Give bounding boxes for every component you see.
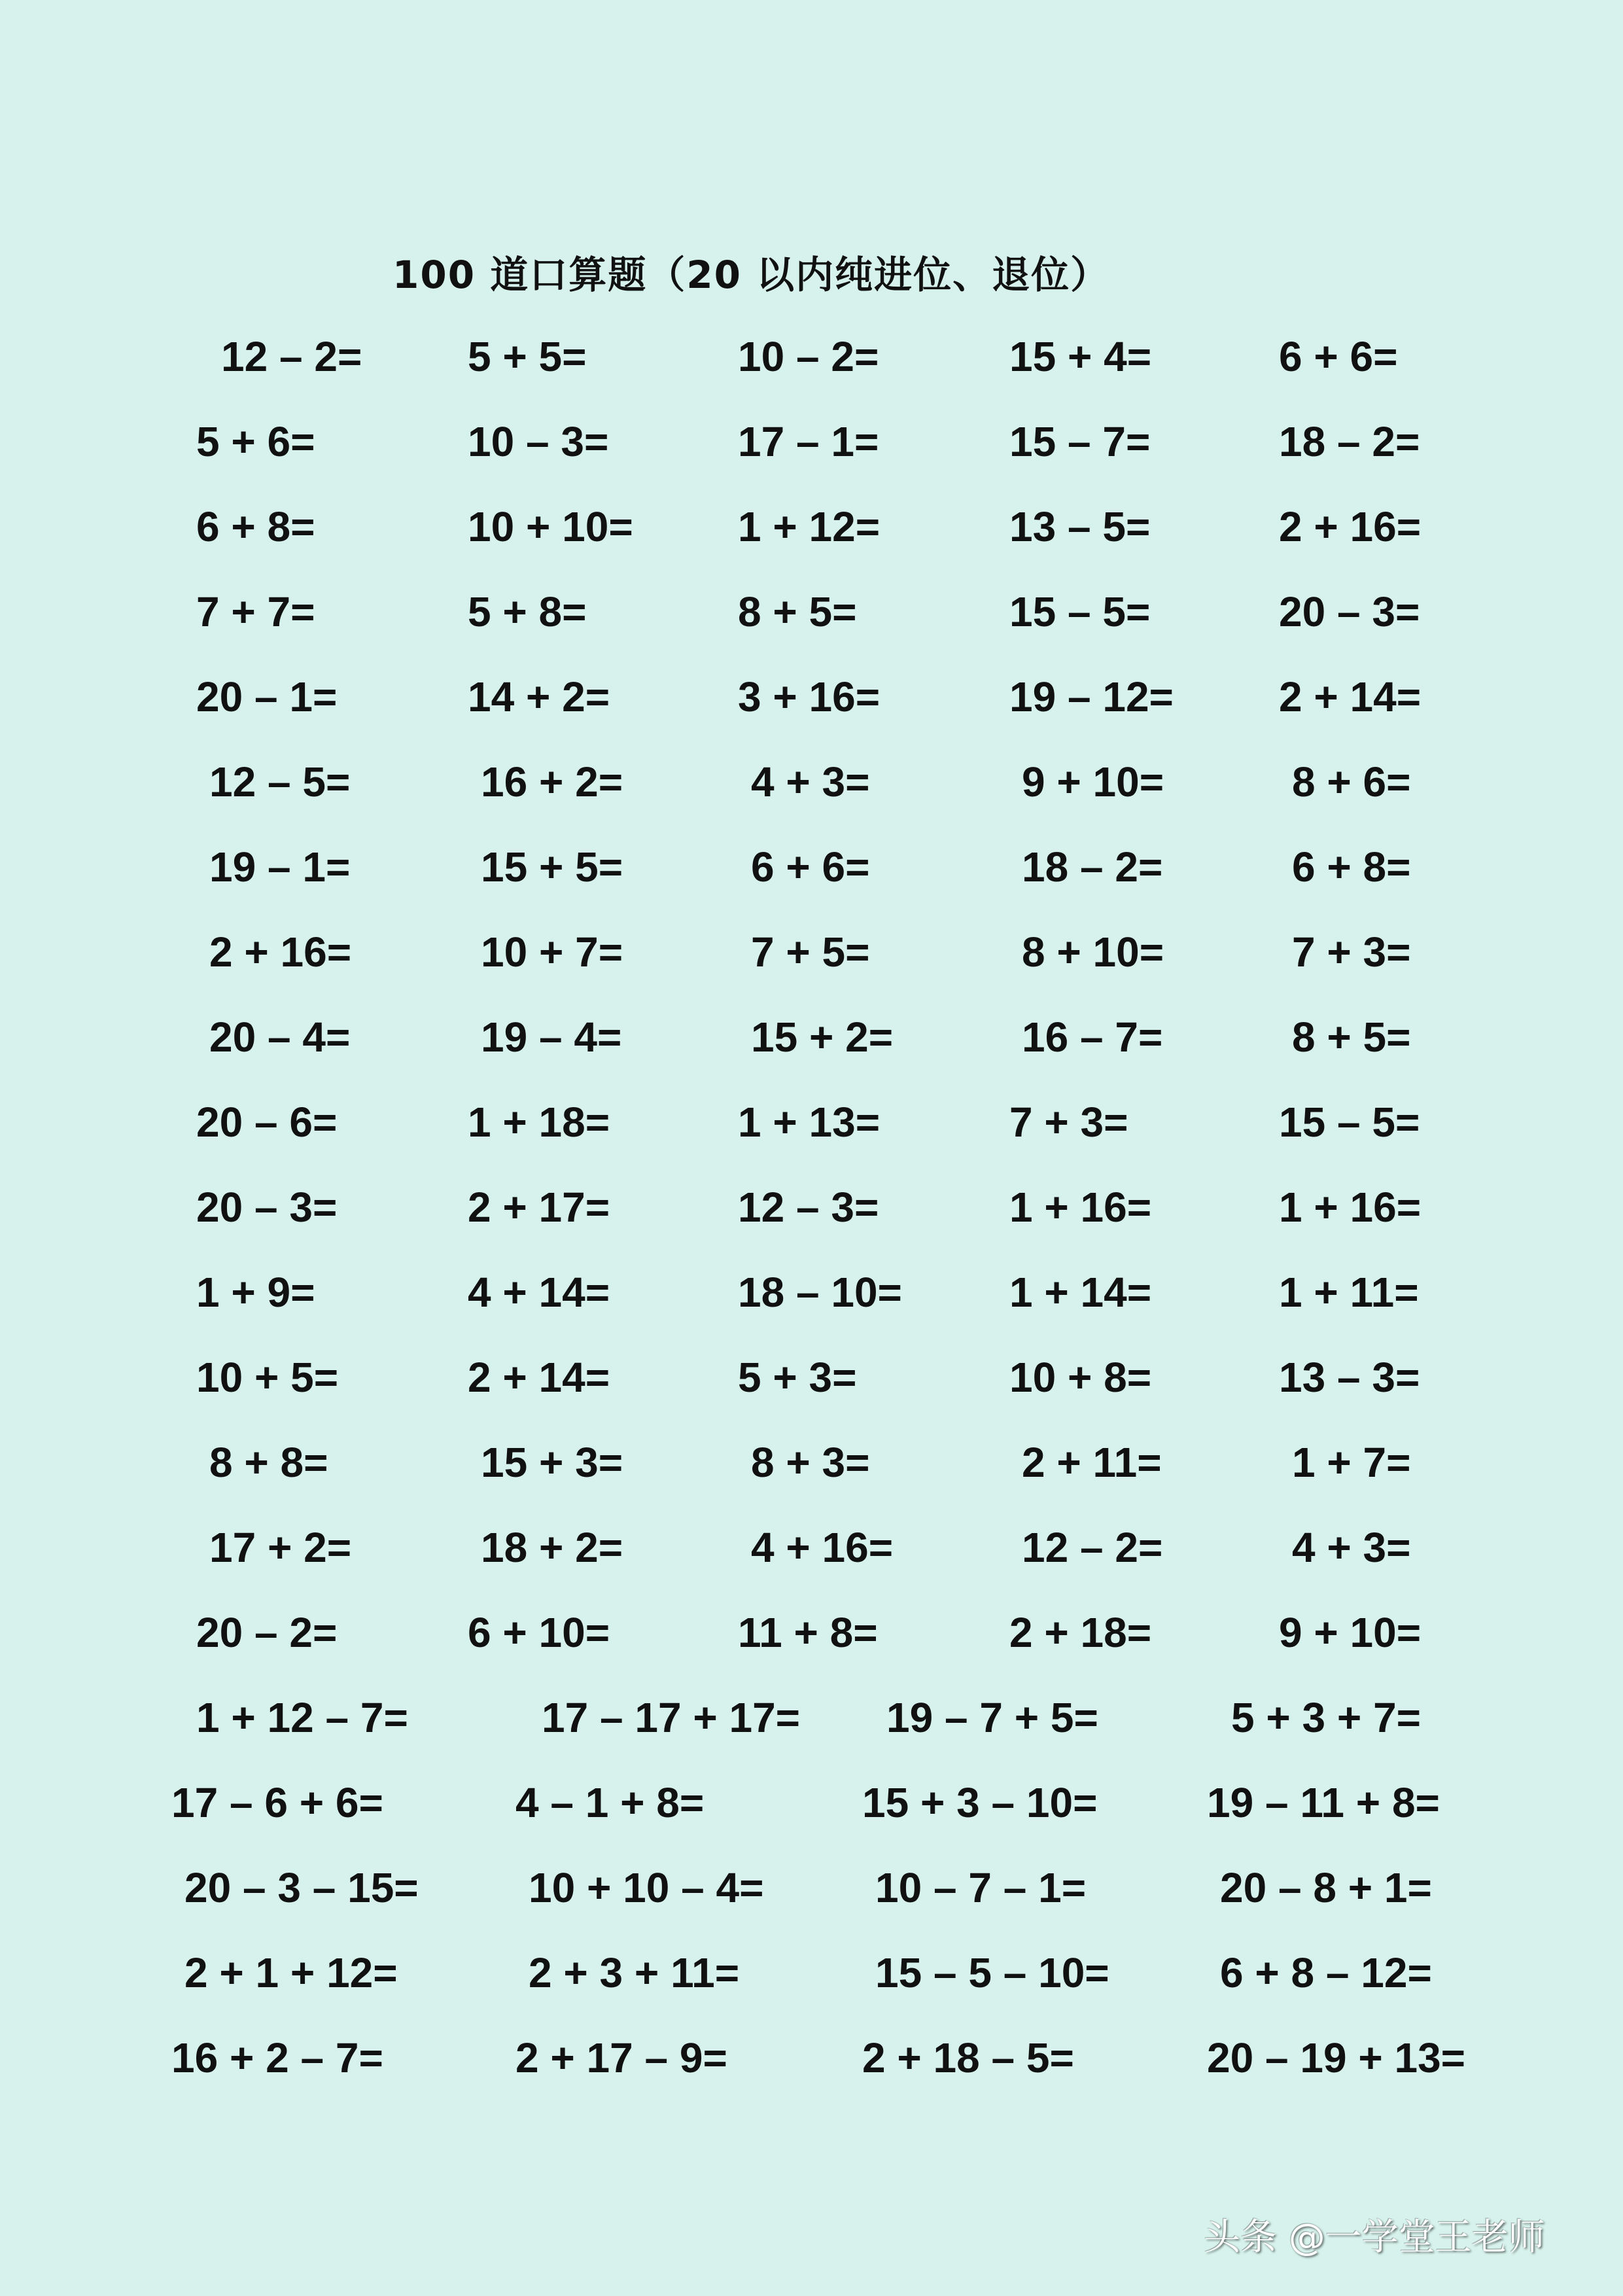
math-problem: 9 + 10=: [1279, 1609, 1422, 1656]
math-problem: 11 + 8=: [738, 1609, 878, 1656]
problem-row: [0, 1430, 1623, 1495]
math-problem: 8 + 8=: [209, 1439, 328, 1486]
math-problem: 1 + 16=: [1009, 1184, 1152, 1231]
math-problem: 5 + 5=: [468, 333, 587, 380]
math-problem: 7 + 3=: [1009, 1099, 1128, 1146]
math-problem: 1 + 7=: [1292, 1439, 1411, 1486]
problem-row: [0, 409, 1623, 474]
problem-row: [0, 1855, 1623, 1920]
math-problem: 15 – 7=: [1009, 418, 1151, 465]
math-problem: 13 – 5=: [1009, 503, 1151, 550]
math-problem: 5 + 3 + 7=: [1231, 1694, 1422, 1741]
math-problem: 20 – 3=: [1279, 588, 1420, 635]
math-problem: 4 + 14=: [468, 1269, 610, 1316]
math-problem: 19 – 7 + 5=: [886, 1694, 1098, 1741]
math-problem: 20 – 19 + 13=: [1207, 2034, 1466, 2081]
math-problem: 8 + 6=: [1292, 758, 1411, 805]
math-problem: 18 – 2=: [1279, 418, 1420, 465]
worksheet-title: 100 道口算题（20 以内纯进位、退位）: [393, 253, 1110, 297]
math-problem: 1 + 16=: [1279, 1184, 1422, 1231]
math-problem: 8 + 5=: [738, 588, 857, 635]
math-problem: 20 – 3=: [196, 1184, 338, 1231]
math-problem: 6 + 6=: [1279, 333, 1398, 380]
math-problem: 1 + 12=: [738, 503, 881, 550]
math-problem: 5 + 8=: [468, 588, 587, 635]
math-problem: 15 – 5=: [1009, 588, 1151, 635]
math-problem: 7 + 5=: [751, 928, 870, 976]
math-problem: 15 – 5=: [1279, 1099, 1420, 1146]
math-problem: 1 + 14=: [1009, 1269, 1152, 1316]
math-problem: 2 + 11=: [1022, 1439, 1162, 1486]
math-problem: 2 + 3 + 11=: [529, 1949, 740, 1996]
math-problem: 1 + 11=: [1279, 1269, 1419, 1316]
math-problem: 6 + 8=: [196, 503, 315, 550]
math-problem: 18 – 10=: [738, 1269, 902, 1316]
math-problem: 19 – 12=: [1009, 673, 1174, 720]
problem-row: [0, 579, 1623, 645]
math-problem: 1 + 9=: [196, 1269, 315, 1316]
math-problem: 3 + 16=: [738, 673, 881, 720]
math-problem: 10 + 7=: [481, 928, 623, 976]
math-problem: 17 – 6 + 6=: [171, 1779, 383, 1826]
math-problem: 20 – 1=: [196, 673, 338, 720]
math-problem: 16 – 7=: [1022, 1014, 1163, 1061]
problem-row: [0, 1089, 1623, 1155]
math-problem: 20 – 2=: [196, 1609, 338, 1656]
math-problem: 10 + 8=: [1009, 1354, 1152, 1401]
math-problem: 2 + 14=: [468, 1354, 610, 1401]
math-problem: 2 + 17 – 9=: [515, 2034, 727, 2081]
math-problem: 14 + 2=: [468, 673, 610, 720]
math-problem: 8 + 3=: [751, 1439, 870, 1486]
math-problem: 9 + 10=: [1022, 758, 1164, 805]
math-problem: 2 + 17=: [468, 1184, 610, 1231]
problem-row: [0, 1600, 1623, 1665]
math-problem: 12 – 2=: [1022, 1524, 1163, 1571]
math-problem: 10 + 10 – 4=: [529, 1864, 764, 1911]
math-problem: 1 + 12 – 7=: [196, 1694, 408, 1741]
math-problem: 15 + 3=: [481, 1439, 623, 1486]
math-problem: 4 + 16=: [751, 1524, 894, 1571]
problem-row: [0, 749, 1623, 815]
math-problem: 8 + 10=: [1022, 928, 1164, 976]
math-problem: 7 + 7=: [196, 588, 315, 635]
math-problem: 1 + 18=: [468, 1099, 610, 1146]
math-problem: 15 – 5 – 10=: [875, 1949, 1109, 1996]
math-problem: 6 + 6=: [751, 843, 870, 891]
problem-row: [0, 1515, 1623, 1580]
math-problem: 4 + 3=: [1292, 1524, 1411, 1571]
math-problem: 17 – 17 + 17=: [542, 1694, 801, 1741]
math-problem: 6 + 8=: [1292, 843, 1411, 891]
math-problem: 17 – 1=: [738, 418, 879, 465]
problem-row: [0, 2025, 1623, 2091]
math-problem: 19 – 1=: [209, 843, 351, 891]
math-problem: 20 – 6=: [196, 1099, 338, 1146]
math-problem: 10 – 3=: [468, 418, 609, 465]
math-problem: 16 + 2=: [481, 758, 623, 805]
math-problem: 12 – 2=: [221, 333, 362, 380]
problem-row: [0, 1174, 1623, 1240]
math-problem: 2 + 16=: [209, 928, 352, 976]
math-problem: 20 – 8 + 1=: [1220, 1864, 1432, 1911]
problem-row: [0, 1685, 1623, 1750]
math-problem: 5 + 6=: [196, 418, 315, 465]
problem-row: [0, 1770, 1623, 1835]
math-problem: 8 + 5=: [1292, 1014, 1411, 1061]
math-problem: 15 + 2=: [751, 1014, 894, 1061]
math-problem: 18 + 2=: [481, 1524, 623, 1571]
problem-row: [0, 834, 1623, 900]
math-problem: 2 + 1 + 12=: [184, 1949, 398, 1996]
math-problem: 13 – 3=: [1279, 1354, 1420, 1401]
math-problem: 4 – 1 + 8=: [515, 1779, 705, 1826]
math-problem: 12 – 5=: [209, 758, 351, 805]
math-problem: 18 – 2=: [1022, 843, 1163, 891]
math-problem: 19 – 11 + 8=: [1207, 1779, 1440, 1826]
math-problem: 7 + 3=: [1292, 928, 1411, 976]
math-problem: 20 – 4=: [209, 1014, 351, 1061]
math-problem: 1 + 13=: [738, 1099, 881, 1146]
math-problem: 15 + 5=: [481, 843, 623, 891]
math-problem: 2 + 18=: [1009, 1609, 1152, 1656]
math-problem: 2 + 18 – 5=: [862, 2034, 1074, 2081]
math-problem: 10 – 7 – 1=: [875, 1864, 1087, 1911]
problem-row: [0, 1940, 1623, 2005]
problem-row: [0, 1260, 1623, 1325]
problem-row: [0, 1345, 1623, 1410]
problem-row: [0, 1004, 1623, 1070]
math-problem: 12 – 3=: [738, 1184, 879, 1231]
math-problem: 17 + 2=: [209, 1524, 352, 1571]
problem-row: [0, 324, 1623, 389]
math-problem: 19 – 4=: [481, 1014, 622, 1061]
problem-row: [0, 919, 1623, 985]
watermark: 头条 @一学堂王老师: [1204, 2216, 1545, 2259]
math-problem: 10 – 2=: [738, 333, 879, 380]
math-problem: 6 + 8 – 12=: [1220, 1949, 1432, 1996]
problem-row: [0, 494, 1623, 559]
math-problem: 10 + 5=: [196, 1354, 339, 1401]
math-problem: 20 – 3 – 15=: [184, 1864, 419, 1911]
math-problem: 15 + 3 – 10=: [862, 1779, 1098, 1826]
math-problem: 16 + 2 – 7=: [171, 2034, 383, 2081]
problem-row: [0, 664, 1623, 730]
math-problem: 10 + 10=: [468, 503, 633, 550]
math-problem: 2 + 14=: [1279, 673, 1422, 720]
math-problem: 6 + 10=: [468, 1609, 610, 1656]
math-problem: 15 + 4=: [1009, 333, 1152, 380]
math-problem: 2 + 16=: [1279, 503, 1422, 550]
math-problem: 4 + 3=: [751, 758, 870, 805]
math-problem: 5 + 3=: [738, 1354, 857, 1401]
